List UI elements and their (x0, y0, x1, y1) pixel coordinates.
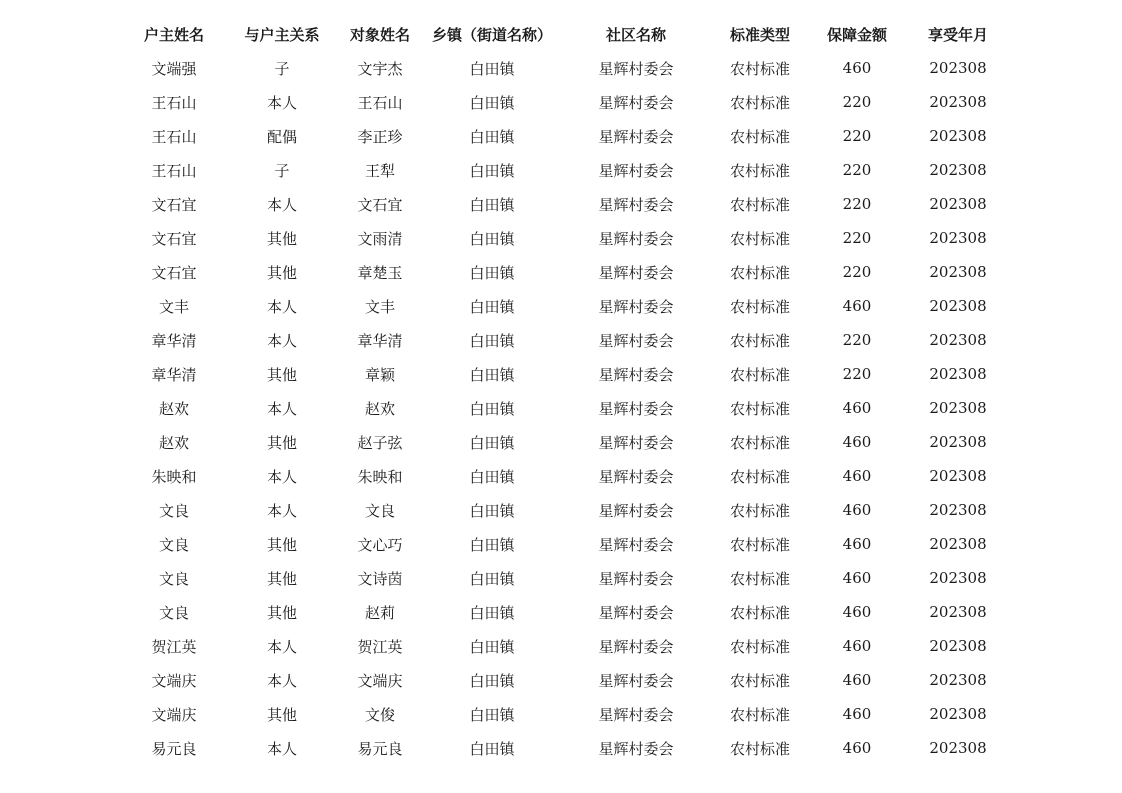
cell-subject-name: 章楚玉 (357, 263, 403, 282)
table-row (118, 595, 1008, 629)
cell-community: 星辉村委会 (598, 93, 674, 112)
header-householder-name: 户主姓名 (143, 25, 204, 44)
cell-town: 白田镇 (469, 161, 515, 180)
cell-community: 星辉村委会 (598, 331, 674, 350)
cell-subject-name: 朱映和 (357, 467, 403, 486)
cell-town: 白田镇 (469, 501, 515, 520)
cell-householder-name: 章华清 (151, 331, 197, 350)
cell-householder-name: 文端庆 (151, 671, 197, 690)
cell-amount: 220 (842, 195, 872, 213)
cell-householder-name: 文良 (158, 535, 189, 554)
cell-period: 202308 (929, 161, 987, 179)
cell-standard-type: 农村标准 (729, 399, 790, 418)
cell-standard-type: 农村标准 (729, 365, 790, 384)
cell-subject-name: 赵欢 (364, 399, 395, 418)
cell-community: 星辉村委会 (598, 637, 674, 656)
cell-period: 202308 (929, 637, 987, 655)
cell-period: 202308 (929, 705, 987, 723)
cell-standard-type: 农村标准 (729, 569, 790, 588)
table-header-row (118, 17, 1008, 51)
cell-period: 202308 (929, 535, 987, 553)
cell-subject-name: 文俊 (364, 705, 395, 724)
cell-amount: 220 (842, 365, 872, 383)
cell-community: 星辉村委会 (598, 263, 674, 282)
cell-town: 白田镇 (469, 433, 515, 452)
cell-householder-name: 赵欢 (158, 433, 189, 452)
cell-town: 白田镇 (469, 569, 515, 588)
table-row (118, 323, 1008, 357)
roster-table (118, 17, 1008, 765)
header-relation: 与户主关系 (244, 25, 320, 44)
cell-town: 白田镇 (469, 603, 515, 622)
cell-relation: 本人 (266, 671, 297, 690)
cell-period: 202308 (929, 365, 987, 383)
cell-relation: 子 (274, 59, 290, 78)
cell-town: 白田镇 (469, 467, 515, 486)
cell-period: 202308 (929, 433, 987, 451)
cell-subject-name: 章颖 (364, 365, 395, 384)
cell-relation: 本人 (266, 331, 297, 350)
header-subject-name: 对象姓名 (349, 25, 410, 44)
cell-town: 白田镇 (469, 365, 515, 384)
cell-relation: 其他 (266, 229, 297, 248)
cell-amount: 460 (842, 467, 872, 485)
cell-town: 白田镇 (469, 263, 515, 282)
cell-community: 星辉村委会 (598, 603, 674, 622)
cell-standard-type: 农村标准 (729, 603, 790, 622)
cell-subject-name: 文宇杰 (357, 59, 403, 78)
header-standard-type: 标准类型 (729, 25, 790, 44)
cell-subject-name: 文雨清 (357, 229, 403, 248)
cell-town: 白田镇 (469, 705, 515, 724)
cell-amount: 220 (842, 93, 872, 111)
cell-amount: 460 (842, 399, 872, 417)
cell-period: 202308 (929, 263, 987, 281)
cell-relation: 其他 (266, 263, 297, 282)
document-sheet (118, 17, 1008, 765)
cell-subject-name: 文良 (364, 501, 395, 520)
cell-householder-name: 朱映和 (151, 467, 197, 486)
cell-period: 202308 (929, 603, 987, 621)
cell-community: 星辉村委会 (598, 671, 674, 690)
table-body (118, 51, 1008, 765)
header-period: 享受年月 (927, 25, 988, 44)
table-row (118, 663, 1008, 697)
cell-town: 白田镇 (469, 93, 515, 112)
cell-amount: 220 (842, 161, 872, 179)
cell-amount: 220 (842, 331, 872, 349)
cell-period: 202308 (929, 195, 987, 213)
cell-town: 白田镇 (469, 331, 515, 350)
table-row (118, 561, 1008, 595)
cell-relation: 本人 (266, 739, 297, 758)
cell-householder-name: 文良 (158, 501, 189, 520)
cell-subject-name: 章华清 (357, 331, 403, 350)
cell-amount: 460 (842, 705, 872, 723)
cell-subject-name: 文心巧 (357, 535, 403, 554)
cell-standard-type: 农村标准 (729, 433, 790, 452)
cell-standard-type: 农村标准 (729, 161, 790, 180)
table-row (118, 221, 1008, 255)
cell-amount: 220 (842, 229, 872, 247)
cell-amount: 460 (842, 569, 872, 587)
cell-standard-type: 农村标准 (729, 93, 790, 112)
cell-subject-name: 易元良 (357, 739, 403, 758)
table-row (118, 697, 1008, 731)
cell-relation: 本人 (266, 399, 297, 418)
table-row (118, 493, 1008, 527)
table-row (118, 153, 1008, 187)
cell-subject-name: 文端庆 (357, 671, 403, 690)
cell-subject-name: 文诗茵 (357, 569, 403, 588)
cell-standard-type: 农村标准 (729, 535, 790, 554)
cell-householder-name: 易元良 (151, 739, 197, 758)
cell-householder-name: 文端强 (151, 59, 197, 78)
cell-community: 星辉村委会 (598, 501, 674, 520)
table-row (118, 119, 1008, 153)
cell-period: 202308 (929, 59, 987, 77)
cell-householder-name: 文石宜 (151, 263, 197, 282)
cell-householder-name: 贺江英 (151, 637, 197, 656)
cell-amount: 460 (842, 603, 872, 621)
cell-relation: 其他 (266, 433, 297, 452)
cell-subject-name: 文丰 (364, 297, 395, 316)
cell-relation: 本人 (266, 297, 297, 316)
cell-amount: 460 (842, 297, 872, 315)
cell-town: 白田镇 (469, 229, 515, 248)
table-row (118, 731, 1008, 765)
cell-period: 202308 (929, 127, 987, 145)
header-community: 社区名称 (605, 25, 666, 44)
cell-community: 星辉村委会 (598, 535, 674, 554)
cell-town: 白田镇 (469, 671, 515, 690)
cell-standard-type: 农村标准 (729, 229, 790, 248)
cell-relation: 其他 (266, 535, 297, 554)
cell-community: 星辉村委会 (598, 467, 674, 486)
cell-subject-name: 文石宜 (357, 195, 403, 214)
cell-community: 星辉村委会 (598, 161, 674, 180)
cell-community: 星辉村委会 (598, 229, 674, 248)
table-row (118, 629, 1008, 663)
cell-householder-name: 文良 (158, 603, 189, 622)
cell-standard-type: 农村标准 (729, 705, 790, 724)
cell-standard-type: 农村标准 (729, 59, 790, 78)
cell-householder-name: 王石山 (151, 93, 197, 112)
cell-town: 白田镇 (469, 195, 515, 214)
table-row (118, 187, 1008, 221)
cell-amount: 460 (842, 671, 872, 689)
cell-relation: 其他 (266, 365, 297, 384)
cell-town: 白田镇 (469, 739, 515, 758)
cell-householder-name: 王石山 (151, 161, 197, 180)
cell-relation: 其他 (266, 569, 297, 588)
cell-period: 202308 (929, 93, 987, 111)
cell-community: 星辉村委会 (598, 739, 674, 758)
cell-relation: 本人 (266, 637, 297, 656)
table-row (118, 51, 1008, 85)
table-row (118, 425, 1008, 459)
cell-community: 星辉村委会 (598, 399, 674, 418)
cell-town: 白田镇 (469, 399, 515, 418)
cell-subject-name: 李正珍 (357, 127, 403, 146)
cell-period: 202308 (929, 739, 987, 757)
cell-period: 202308 (929, 569, 987, 587)
cell-period: 202308 (929, 297, 987, 315)
cell-relation: 本人 (266, 93, 297, 112)
cell-householder-name: 赵欢 (158, 399, 189, 418)
cell-amount: 220 (842, 263, 872, 281)
cell-town: 白田镇 (469, 59, 515, 78)
cell-subject-name: 赵子弦 (357, 433, 403, 452)
table-row (118, 255, 1008, 289)
table-row (118, 459, 1008, 493)
cell-town: 白田镇 (469, 535, 515, 554)
cell-standard-type: 农村标准 (729, 467, 790, 486)
cell-relation: 本人 (266, 467, 297, 486)
cell-householder-name: 王石山 (151, 127, 197, 146)
cell-standard-type: 农村标准 (729, 331, 790, 350)
cell-subject-name: 王犁 (364, 161, 395, 180)
cell-standard-type: 农村标准 (729, 501, 790, 520)
cell-amount: 460 (842, 637, 872, 655)
cell-amount: 460 (842, 535, 872, 553)
cell-period: 202308 (929, 399, 987, 417)
cell-amount: 460 (842, 433, 872, 451)
table-row (118, 289, 1008, 323)
cell-householder-name: 章华清 (151, 365, 197, 384)
cell-subject-name: 王石山 (357, 93, 403, 112)
cell-town: 白田镇 (469, 127, 515, 146)
cell-community: 星辉村委会 (598, 365, 674, 384)
cell-community: 星辉村委会 (598, 59, 674, 78)
cell-householder-name: 文丰 (158, 297, 189, 316)
cell-amount: 220 (842, 127, 872, 145)
cell-subject-name: 贺江英 (357, 637, 403, 656)
cell-town: 白田镇 (469, 297, 515, 316)
cell-period: 202308 (929, 671, 987, 689)
cell-community: 星辉村委会 (598, 705, 674, 724)
cell-relation: 本人 (266, 501, 297, 520)
cell-community: 星辉村委会 (598, 195, 674, 214)
cell-period: 202308 (929, 501, 987, 519)
cell-community: 星辉村委会 (598, 569, 674, 588)
cell-amount: 460 (842, 501, 872, 519)
cell-relation: 其他 (266, 603, 297, 622)
cell-standard-type: 农村标准 (729, 263, 790, 282)
cell-relation: 其他 (266, 705, 297, 724)
cell-town: 白田镇 (469, 637, 515, 656)
cell-standard-type: 农村标准 (729, 297, 790, 316)
table-row (118, 527, 1008, 561)
cell-standard-type: 农村标准 (729, 637, 790, 656)
cell-relation: 子 (274, 161, 290, 180)
cell-amount: 460 (842, 59, 872, 77)
cell-householder-name: 文良 (158, 569, 189, 588)
cell-amount: 460 (842, 739, 872, 757)
cell-standard-type: 农村标准 (729, 671, 790, 690)
header-amount: 保障金额 (826, 25, 887, 44)
table-row (118, 357, 1008, 391)
cell-community: 星辉村委会 (598, 297, 674, 316)
cell-relation: 配偶 (266, 127, 297, 146)
cell-standard-type: 农村标准 (729, 195, 790, 214)
header-town: 乡镇（街道名称） (431, 25, 552, 44)
cell-standard-type: 农村标准 (729, 739, 790, 758)
table-row (118, 391, 1008, 425)
cell-community: 星辉村委会 (598, 127, 674, 146)
cell-subject-name: 赵莉 (364, 603, 395, 622)
cell-community: 星辉村委会 (598, 433, 674, 452)
cell-householder-name: 文石宜 (151, 229, 197, 248)
cell-period: 202308 (929, 467, 987, 485)
table-row (118, 85, 1008, 119)
cell-householder-name: 文石宜 (151, 195, 197, 214)
cell-period: 202308 (929, 229, 987, 247)
cell-standard-type: 农村标准 (729, 127, 790, 146)
cell-relation: 本人 (266, 195, 297, 214)
cell-householder-name: 文端庆 (151, 705, 197, 724)
cell-period: 202308 (929, 331, 987, 349)
